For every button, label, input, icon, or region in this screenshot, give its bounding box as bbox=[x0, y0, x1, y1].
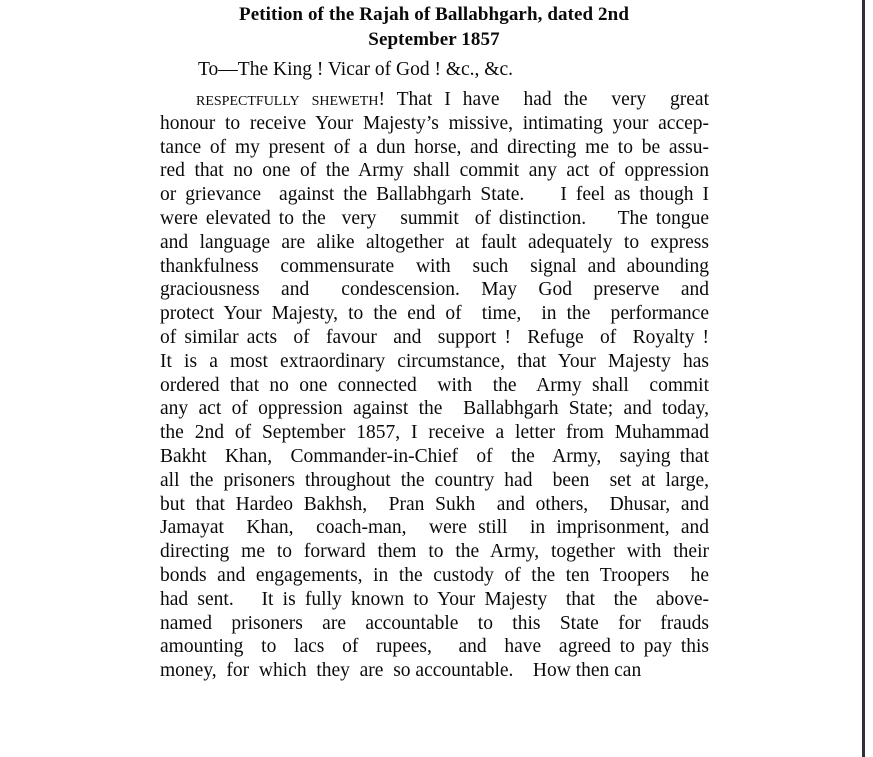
body-line: and language are alike altogether at fault adequately to express bbox=[160, 231, 709, 253]
body-line: the 2nd of September 1857, I receive a letter from Muhammad bbox=[160, 422, 709, 444]
body-line: tance of my present of a dun horse, and directing me to be assu- bbox=[160, 136, 709, 158]
body-line: directing me to forward them to the Army, together with their bbox=[160, 541, 709, 563]
body-line: red that no one of the Army shall commit any act of oppression bbox=[160, 160, 709, 182]
body-line-text: ! That I have had the very great bbox=[378, 89, 709, 110]
body-line: amounting to lacs of rupees, and have agreed to pay this bbox=[160, 636, 709, 658]
body-line: It is a most extraordinary circumstance, that Your Majesty has bbox=[160, 350, 709, 372]
body-line: honour to receive Your Majesty’s missive, intimating your accep- bbox=[160, 112, 709, 134]
body-line: protect Your Majesty, to the end of time, in the performance bbox=[160, 303, 709, 325]
body-line: or grievance against the Ballabhgarh State. I feel as though I bbox=[160, 184, 709, 206]
body-line: Bakht Khan, Commander-in-Chief of the Army, saying that bbox=[160, 445, 709, 467]
opening-smallcaps: respectfully sheweth bbox=[196, 89, 379, 110]
body-line: all the prisoners throughout the country had been set at large, bbox=[160, 469, 709, 491]
body-line: graciousness and condescension. May God preserve and bbox=[160, 279, 709, 301]
petition-paragraph bbox=[160, 88, 709, 683]
body-line: Jamayat Khan, coach-man, were still in imprisonment, and bbox=[160, 517, 709, 539]
page-title-line-1: Petition of the Rajah of Ballabhgarh, dated 2nd bbox=[238, 4, 629, 25]
body-line: bonds and engagements, in the custody of the ten Troopers he bbox=[160, 564, 709, 586]
body-line-with-artifact bbox=[160, 612, 709, 636]
body-line-text: named prisoners are accountable to this State for frauds bbox=[160, 612, 709, 634]
body-line bbox=[160, 88, 709, 112]
body-line: any act of oppression against the Ballabhgarh State; and today, bbox=[160, 398, 709, 420]
body-line: money, for which they are so accountable. How then can bbox=[160, 660, 642, 682]
body-line: were elevated to the very summit of distinction. The tongue bbox=[160, 207, 709, 229]
petition-body bbox=[160, 58, 709, 683]
body-line: had sent. It is fully known to Your Majesty that the above- bbox=[160, 588, 709, 610]
body-line: thankfulness commensurate with such signal and abounding bbox=[160, 255, 709, 277]
body-line: but that Hardeo Bakhsh, Pran Sukh and others, Dhusar, and bbox=[160, 493, 709, 515]
page-title bbox=[160, 2, 708, 52]
body-line: of similar acts of favour and support ! Refuge of Royalty ! bbox=[160, 326, 709, 348]
salutation-line: To—The King ! Vicar of God ! &c., &c. bbox=[198, 59, 513, 80]
page-scan-edge bbox=[862, 0, 865, 757]
body-line: ordered that no one connected with the Army shall commit bbox=[160, 374, 709, 396]
page-title-line-2: September 1857 bbox=[368, 29, 500, 50]
